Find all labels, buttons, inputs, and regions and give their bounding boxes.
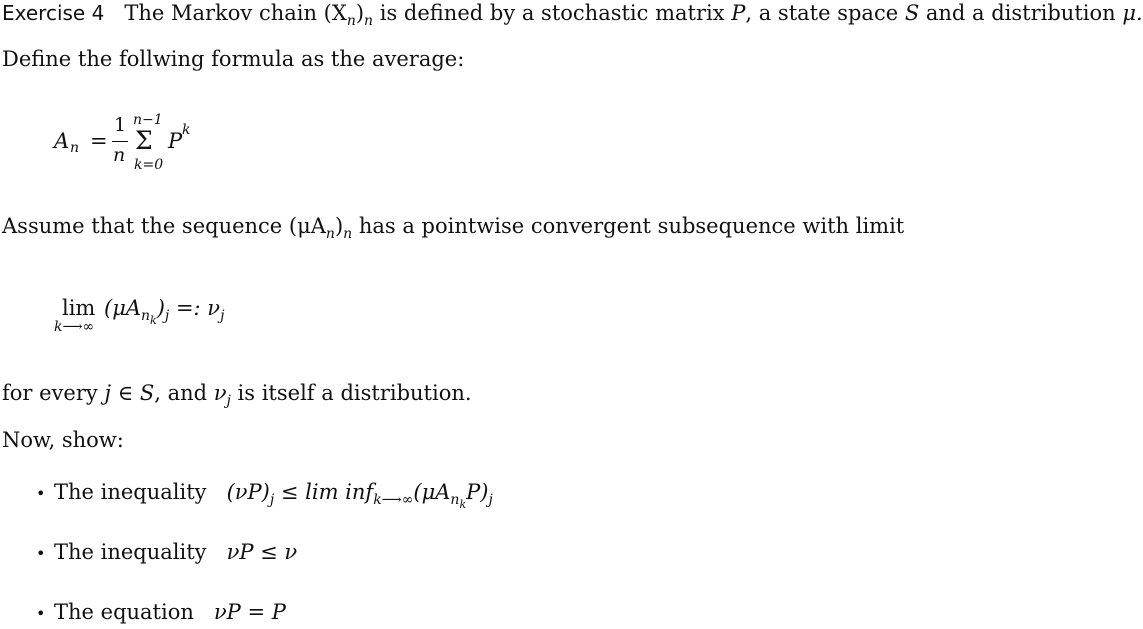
assumption-line: Assume that the sequence $(\mu A_n)_n$ has a pointwise convergent subsequence with limit: [2, 214, 905, 242]
fraction-bar: [112, 141, 128, 142]
for-every-line: for every j ∈ S, and $\nu_j$ is itself a distribution.: [2, 381, 472, 409]
intro-text: The Markov chain (X: [124, 1, 347, 25]
sigma-symbol: Σ: [135, 126, 153, 155]
now-show-line: Now, show:: [2, 428, 124, 452]
bullet-icon: •: [36, 484, 46, 503]
exercise-statement: Exercise 4 The Markov chain $(X_n)_n$ is defined by a stochastic matrix P, a state space S and a distribution μ.: [2, 1, 1143, 29]
definition-line: Define the follwing formula as the average:: [2, 47, 465, 71]
exercise-label: Exercise 4: [2, 1, 105, 25]
bullet-icon: •: [36, 544, 46, 563]
bullet-icon: •: [36, 604, 46, 623]
